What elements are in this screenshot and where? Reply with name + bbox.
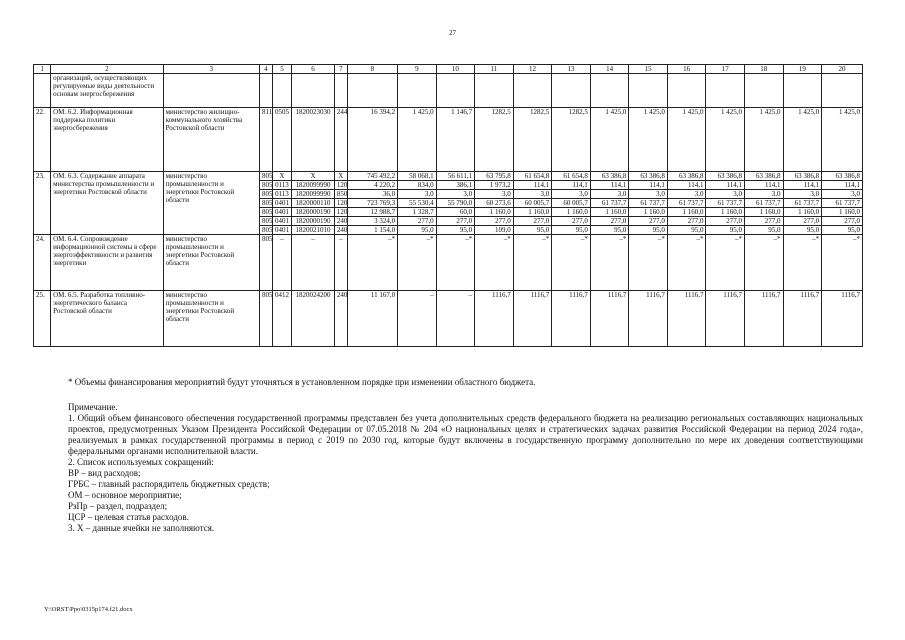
code-cell: Х	[292, 172, 335, 181]
amount-cell: 63 386,8	[629, 172, 668, 181]
amount-cell: 60 273,6	[475, 199, 514, 208]
amount-cell: 1 160,0	[706, 208, 745, 217]
amount-cell: 95,0	[783, 226, 822, 235]
table-cell	[667, 74, 706, 108]
amount-cell: 1 160,0	[629, 208, 668, 217]
amount-cell: 745 492,2	[347, 172, 397, 181]
remark-3: 3. Х – данные ячейки не заполняются.	[68, 523, 215, 533]
table-cell	[475, 74, 514, 108]
amount-cell: 277,0	[475, 217, 514, 226]
amount-cell: 114,1	[706, 181, 745, 190]
amount-cell: 1 160,0	[552, 208, 591, 217]
amount-cell: 114,1	[783, 181, 822, 190]
amount-cell: 61 737,7	[745, 199, 784, 208]
amount-cell: 3,0	[629, 190, 668, 199]
code-cell: 120	[334, 199, 347, 208]
amount-cell: 114,1	[745, 181, 784, 190]
remarks	[68, 402, 863, 534]
amount-cell: 1116,7	[590, 291, 629, 347]
amount-cell: 3,0	[822, 190, 863, 199]
amount-cell: 1 425,0	[822, 108, 863, 172]
amount-cell: 63 386,8	[745, 172, 784, 181]
measure-name: ОМ. 6.5. Разработка топливно-энергетического баланса Ростовской области	[51, 291, 163, 347]
column-header: 10	[436, 65, 475, 74]
code-cell: 1820021010	[292, 226, 335, 235]
amount-cell: 1 160,0	[783, 208, 822, 217]
amount-cell: 3,0	[552, 190, 591, 199]
amount-cell: 277,0	[513, 217, 552, 226]
table-cell	[259, 74, 272, 108]
code-cell: 850	[334, 190, 347, 199]
abbr-item: ОМ – основное мероприятие;	[68, 490, 182, 500]
amount-cell: –*	[436, 235, 475, 291]
amount-cell: 1 160,0	[513, 208, 552, 217]
column-header: 1	[34, 65, 51, 74]
amount-cell: 1116,7	[822, 291, 863, 347]
amount-cell: 61 737,7	[822, 199, 863, 208]
code-cell: 240	[334, 226, 347, 235]
measure-name: ОМ. 6.2. Информационная поддержка политики энергосбережения	[51, 108, 163, 172]
column-header: 20	[822, 65, 863, 74]
amount-cell: 277,0	[552, 217, 591, 226]
table-cell	[706, 74, 745, 108]
amount-cell: 1116,7	[667, 291, 706, 347]
amount-cell: 95,0	[590, 226, 629, 235]
table-cell	[272, 74, 291, 108]
amount-cell: 3,0	[745, 190, 784, 199]
budget-table	[33, 64, 863, 347]
executor-name: министерство промышленности и энергетики Ростовской области	[163, 291, 259, 347]
amount-cell: 3 324,0	[347, 217, 397, 226]
code-cell: 120	[334, 208, 347, 217]
amount-cell: 1116,7	[706, 291, 745, 347]
amount-cell: 55 790,0	[436, 199, 475, 208]
code-cell: 805	[259, 172, 272, 181]
code-cell: 805	[259, 235, 272, 291]
amount-cell: 1 160,0	[745, 208, 784, 217]
code-cell: 805	[259, 226, 272, 235]
amount-cell: 12 988,7	[347, 208, 397, 217]
amount-cell: 114,1	[822, 181, 863, 190]
amount-cell: 1 973,2	[475, 181, 514, 190]
amount-cell: 1 425,0	[590, 108, 629, 172]
table-cell	[34, 74, 51, 108]
amount-cell: 1 425,0	[629, 108, 668, 172]
code-cell: 0401	[272, 199, 291, 208]
amount-cell: 63 386,8	[706, 172, 745, 181]
file-path-footer: Y:\ORST\Ppo\0315p174.f21.docx	[44, 606, 133, 613]
remark-1: 1. Общий объем финансового обеспечения государственной программы представлен без учета дополнительных средств федерального бюджета на реализацию региональных составляющих национальных проектов, предусмотренных Указом Президента Российской Федерации от 07.05.2018 № 204 «О национальных целях и стратегических задачах развития Российской Федерации на период 2024 года», реализуемых в рамках государственной программы в период с 2019 по 2030 год, которые будут включены в государственную программу дополнительно по мере их доведения соответствующими федеральными органами исполнительной власти.	[68, 413, 863, 456]
table-cell	[436, 74, 475, 108]
code-cell: Х	[334, 172, 347, 181]
amount-cell: 95,0	[706, 226, 745, 235]
code-cell: 1820000110	[292, 199, 335, 208]
code-cell: 1820000190	[292, 217, 335, 226]
code-cell: 0113	[272, 190, 291, 199]
row-number: 23.	[34, 172, 51, 235]
amount-cell: 61 737,7	[629, 199, 668, 208]
table-cell	[822, 74, 863, 108]
code-cell: 240	[334, 291, 347, 347]
amount-cell: 61 737,7	[590, 199, 629, 208]
amount-cell: 1 425,0	[398, 108, 437, 172]
amount-cell: –*	[822, 235, 863, 291]
table-cell	[552, 74, 591, 108]
abbr-item: ЦСР – целевая статья расходов.	[68, 512, 189, 522]
code-cell: 1820024200	[292, 291, 335, 347]
amount-cell: 61 737,7	[706, 199, 745, 208]
amount-cell: 277,0	[590, 217, 629, 226]
amount-cell: 60 005,7	[513, 199, 552, 208]
page-number: 27	[449, 29, 456, 37]
column-header: 16	[667, 65, 706, 74]
amount-cell: 55 530,4	[398, 199, 437, 208]
amount-cell: 1116,7	[629, 291, 668, 347]
remark-2: 2. Список используемых сокращений:	[68, 457, 214, 467]
table-cell	[163, 74, 259, 108]
table-cell	[783, 74, 822, 108]
code-cell: 0401	[272, 217, 291, 226]
code-cell: 240	[334, 217, 347, 226]
amount-cell: 61 737,7	[667, 199, 706, 208]
amount-cell: 60 005,7	[552, 199, 591, 208]
amount-cell: 58 068,1	[398, 172, 437, 181]
table-cell	[513, 74, 552, 108]
code-cell: 1820023030	[292, 108, 335, 172]
code-cell: 805	[259, 291, 272, 347]
table-cell	[347, 74, 397, 108]
table-row	[34, 172, 863, 181]
row-number: 22.	[34, 108, 51, 172]
amount-cell: 114,1	[513, 181, 552, 190]
amount-cell: 3,0	[436, 190, 475, 199]
code-cell: –	[292, 235, 335, 291]
measure-name: ОМ. 6.4. Сопровождение информационной системы в сфере энергоэффективности и развития энергетики	[51, 235, 163, 291]
code-cell: –	[272, 235, 291, 291]
amount-cell: 114,1	[552, 181, 591, 190]
amount-cell: 63 386,8	[822, 172, 863, 181]
amount-cell: 61 737,7	[783, 199, 822, 208]
amount-cell: 1 154,0	[347, 226, 397, 235]
amount-cell: 277,0	[667, 217, 706, 226]
table-cell	[334, 74, 347, 108]
amount-cell: 95,0	[552, 226, 591, 235]
code-cell: 805	[259, 208, 272, 217]
code-cell: 0113	[272, 181, 291, 190]
code-cell: 811	[259, 108, 272, 172]
amount-cell: 60,0	[436, 208, 475, 217]
amount-cell: 95,0	[436, 226, 475, 235]
row-number: 24.	[34, 235, 51, 291]
table-header-row	[34, 65, 863, 74]
amount-cell: 1116,7	[513, 291, 552, 347]
code-cell: 0401	[272, 208, 291, 217]
column-header: 14	[590, 65, 629, 74]
amount-cell: 3,0	[783, 190, 822, 199]
amount-cell: 277,0	[745, 217, 784, 226]
amount-cell: 3,0	[513, 190, 552, 199]
code-cell: 1820099990	[292, 181, 335, 190]
amount-cell: 4 220,2	[347, 181, 397, 190]
amount-cell: 61 654,8	[552, 172, 591, 181]
amount-cell: 61 654,8	[513, 172, 552, 181]
executor-name: министерство жилищно-коммунального хозяйства Ростовской области	[163, 108, 259, 172]
column-header: 17	[706, 65, 745, 74]
amount-cell: 95,0	[629, 226, 668, 235]
amount-cell: 1 328,7	[398, 208, 437, 217]
amount-cell: –*	[398, 235, 437, 291]
amount-cell: –*	[590, 235, 629, 291]
amount-cell: –*	[629, 235, 668, 291]
column-header: 4	[259, 65, 272, 74]
amount-cell: 277,0	[783, 217, 822, 226]
amount-cell: 277,0	[822, 217, 863, 226]
table-row	[34, 108, 863, 172]
amount-cell: 277,0	[629, 217, 668, 226]
code-cell: –	[334, 235, 347, 291]
amount-cell: 3,0	[667, 190, 706, 199]
code-cell: 805	[259, 217, 272, 226]
code-cell: 120	[334, 181, 347, 190]
executor-name: министерство промышленности и энергетики Ростовской области	[163, 172, 259, 235]
amount-cell: 1 425,0	[783, 108, 822, 172]
amount-cell: 1282,5	[475, 108, 514, 172]
table-cell	[292, 74, 335, 108]
amount-cell: 1116,7	[783, 291, 822, 347]
amount-cell: –*	[347, 235, 397, 291]
amount-cell: 36,0	[347, 190, 397, 199]
column-header: 11	[475, 65, 514, 74]
code-cell: 1820000190	[292, 208, 335, 217]
amount-cell: 63 386,8	[667, 172, 706, 181]
code-cell: 0412	[272, 291, 291, 347]
amount-cell: 1 160,0	[590, 208, 629, 217]
amount-cell: 109,0	[475, 226, 514, 235]
amount-cell: 1116,7	[475, 291, 514, 347]
amount-cell: –*	[783, 235, 822, 291]
column-header: 6	[292, 65, 335, 74]
table-row	[34, 235, 863, 291]
table-cell	[745, 74, 784, 108]
column-header: 3	[163, 65, 259, 74]
amount-cell: 1 160,0	[667, 208, 706, 217]
amount-cell: 11 167,0	[347, 291, 397, 347]
amount-cell: 1 160,0	[822, 208, 863, 217]
code-cell: 0505	[272, 108, 291, 172]
amount-cell: 1 425,0	[667, 108, 706, 172]
amount-cell: 95,0	[398, 226, 437, 235]
amount-cell: 1282,5	[552, 108, 591, 172]
code-cell: 1820099990	[292, 190, 335, 199]
table-row	[34, 74, 863, 108]
amount-cell: –*	[745, 235, 784, 291]
amount-cell: –*	[475, 235, 514, 291]
code-cell: 805	[259, 190, 272, 199]
amount-cell: 63 386,8	[783, 172, 822, 181]
column-header: 12	[513, 65, 552, 74]
column-header: 2	[51, 65, 163, 74]
amount-cell: 1 425,0	[745, 108, 784, 172]
column-header: 13	[552, 65, 591, 74]
column-header: 19	[783, 65, 822, 74]
amount-cell: 1116,7	[552, 291, 591, 347]
measure-name: ОМ. 6.3. Содержание аппарата министерства промышленности и энергетики Ростовской области	[51, 172, 163, 235]
amount-cell: 3,0	[398, 190, 437, 199]
amount-cell: 3,0	[590, 190, 629, 199]
abbr-item: ГРБС – главный распорядитель бюджетных средств;	[68, 479, 270, 489]
amount-cell: 16 394,2	[347, 108, 397, 172]
amount-cell: 723 769,3	[347, 199, 397, 208]
amount-cell: 277,0	[706, 217, 745, 226]
amount-cell: 277,0	[398, 217, 437, 226]
code-cell: 805	[259, 199, 272, 208]
amount-cell: 95,0	[822, 226, 863, 235]
amount-cell: 834,0	[398, 181, 437, 190]
amount-cell: 1 160,0	[475, 208, 514, 217]
amount-cell: 63 795,8	[475, 172, 514, 181]
amount-cell: 95,0	[745, 226, 784, 235]
executor-name: министерство промышленности и энергетики Ростовской области	[163, 235, 259, 291]
column-header: 8	[347, 65, 397, 74]
code-cell: 0401	[272, 226, 291, 235]
amount-cell: 63 386,8	[590, 172, 629, 181]
code-cell: Х	[272, 172, 291, 181]
table-cell	[398, 74, 437, 108]
column-header: 5	[272, 65, 291, 74]
footnote: * Объемы финансирования мероприятий будут уточняться в установленном порядке при изменении областного бюджета.	[68, 377, 536, 387]
column-header: 18	[745, 65, 784, 74]
column-header: 7	[334, 65, 347, 74]
amount-cell: 95,0	[513, 226, 552, 235]
amount-cell: 386,1	[436, 181, 475, 190]
amount-cell: –	[398, 291, 437, 347]
amount-cell: 1116,7	[745, 291, 784, 347]
amount-cell: 114,1	[629, 181, 668, 190]
amount-cell: –*	[552, 235, 591, 291]
amount-cell: 114,1	[590, 181, 629, 190]
amount-cell: 3,0	[475, 190, 514, 199]
amount-cell: 56 611,1	[436, 172, 475, 181]
amount-cell: –*	[706, 235, 745, 291]
table-cell	[590, 74, 629, 108]
amount-cell: 1 146,7	[436, 108, 475, 172]
column-header: 15	[629, 65, 668, 74]
abbr-item: РзПр – раздел, подраздел;	[68, 501, 168, 511]
amount-cell: 114,1	[667, 181, 706, 190]
column-header: 9	[398, 65, 437, 74]
measure-name: организаций, осуществляющих регулируемые виды деятельности основам энергосбережения	[51, 74, 163, 108]
amount-cell: 277,0	[436, 217, 475, 226]
amount-cell: 3,0	[706, 190, 745, 199]
amount-cell: –*	[513, 235, 552, 291]
row-number: 25.	[34, 291, 51, 347]
abbr-item: ВР – вид расходов;	[68, 468, 141, 478]
table-cell	[629, 74, 668, 108]
code-cell: 805	[259, 181, 272, 190]
amount-cell: –*	[667, 235, 706, 291]
amount-cell: 1 425,0	[706, 108, 745, 172]
remarks-title: Примечание.	[68, 402, 118, 412]
amount-cell: –	[436, 291, 475, 347]
table-row	[34, 291, 863, 347]
amount-cell: 1282,5	[513, 108, 552, 172]
code-cell: 244	[334, 108, 347, 172]
amount-cell: 95,0	[667, 226, 706, 235]
